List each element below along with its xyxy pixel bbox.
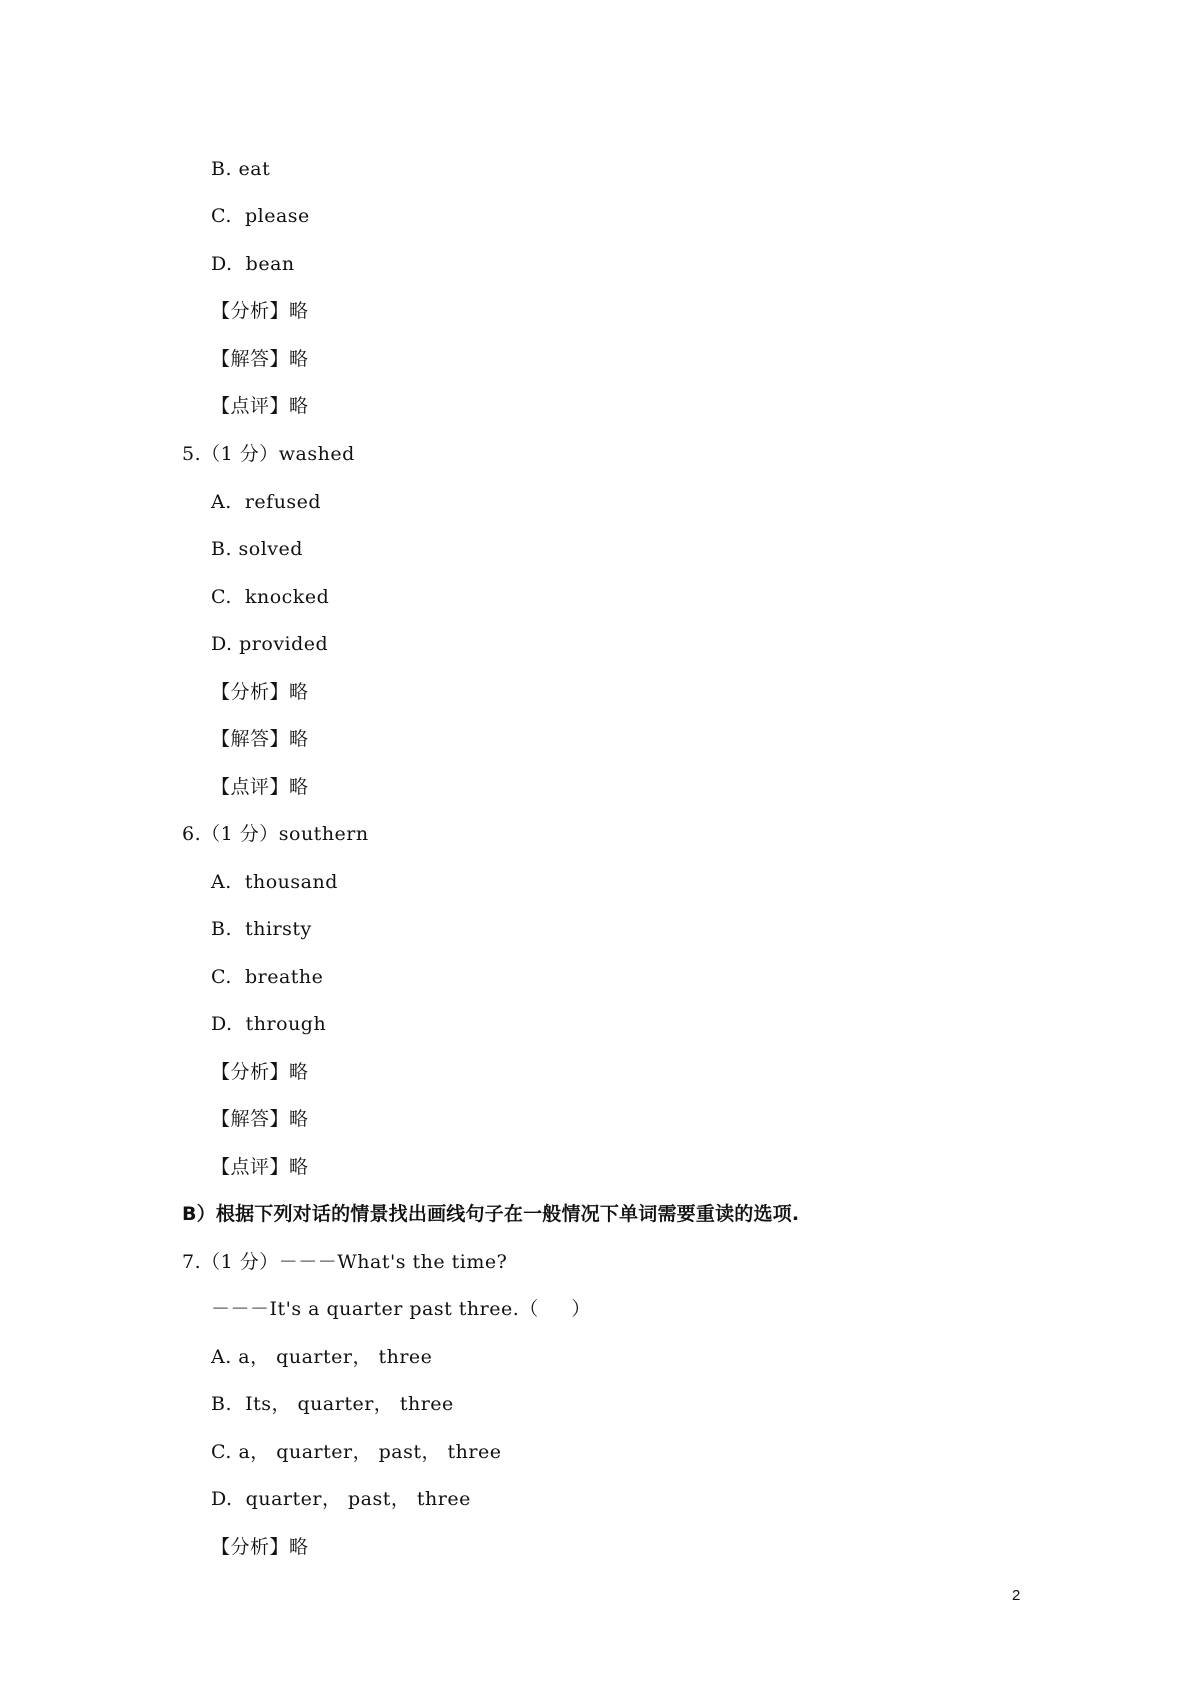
- q6-stem: 6.（1 分）southern: [182, 823, 369, 845]
- q4-comment: 【点评】略: [211, 395, 309, 417]
- q5-option-c: C. knocked: [211, 586, 330, 608]
- q6-comment: 【点评】略: [211, 1156, 309, 1178]
- q5-option-a: A. refused: [211, 491, 322, 513]
- q5-option-b: B. solved: [211, 538, 303, 560]
- q4-option-d: D. bean: [211, 253, 295, 275]
- q7-option-a: A. a， quarter， three: [211, 1346, 433, 1368]
- q7-analysis: 【分析】略: [211, 1536, 309, 1558]
- q6-option-c: C. breathe: [211, 966, 324, 988]
- q6-option-a: A. thousand: [211, 871, 338, 893]
- q7-reply: －－－It's a quarter past three.（ ）: [211, 1298, 591, 1320]
- q6-answer: 【解答】略: [211, 1108, 309, 1130]
- q7-option-b: B. Its， quarter， three: [211, 1393, 454, 1415]
- q6-option-d: D. through: [211, 1013, 327, 1035]
- q5-option-d: D. provided: [211, 633, 329, 655]
- q5-analysis: 【分析】略: [211, 681, 309, 703]
- q7-option-c: C. a， quarter， past， three: [211, 1441, 502, 1463]
- q6-option-b: B. thirsty: [211, 918, 312, 940]
- q6-analysis: 【分析】略: [211, 1061, 309, 1083]
- q4-option-b: B. eat: [211, 158, 271, 180]
- page-number: 2: [1012, 1587, 1021, 1604]
- section-b-heading: B）根据下列对话的情景找出画线句子在一般情况下单词需要重读的选项.: [182, 1203, 800, 1225]
- q5-comment: 【点评】略: [211, 776, 309, 798]
- q4-analysis: 【分析】略: [211, 300, 309, 322]
- q7-stem: 7.（1 分）－－－What's the time?: [182, 1251, 508, 1273]
- q5-answer: 【解答】略: [211, 728, 309, 750]
- q5-stem: 5.（1 分）washed: [182, 443, 355, 465]
- q4-option-c: C. please: [211, 205, 310, 227]
- q4-answer: 【解答】略: [211, 348, 309, 370]
- q7-option-d: D. quarter， past， three: [211, 1488, 471, 1510]
